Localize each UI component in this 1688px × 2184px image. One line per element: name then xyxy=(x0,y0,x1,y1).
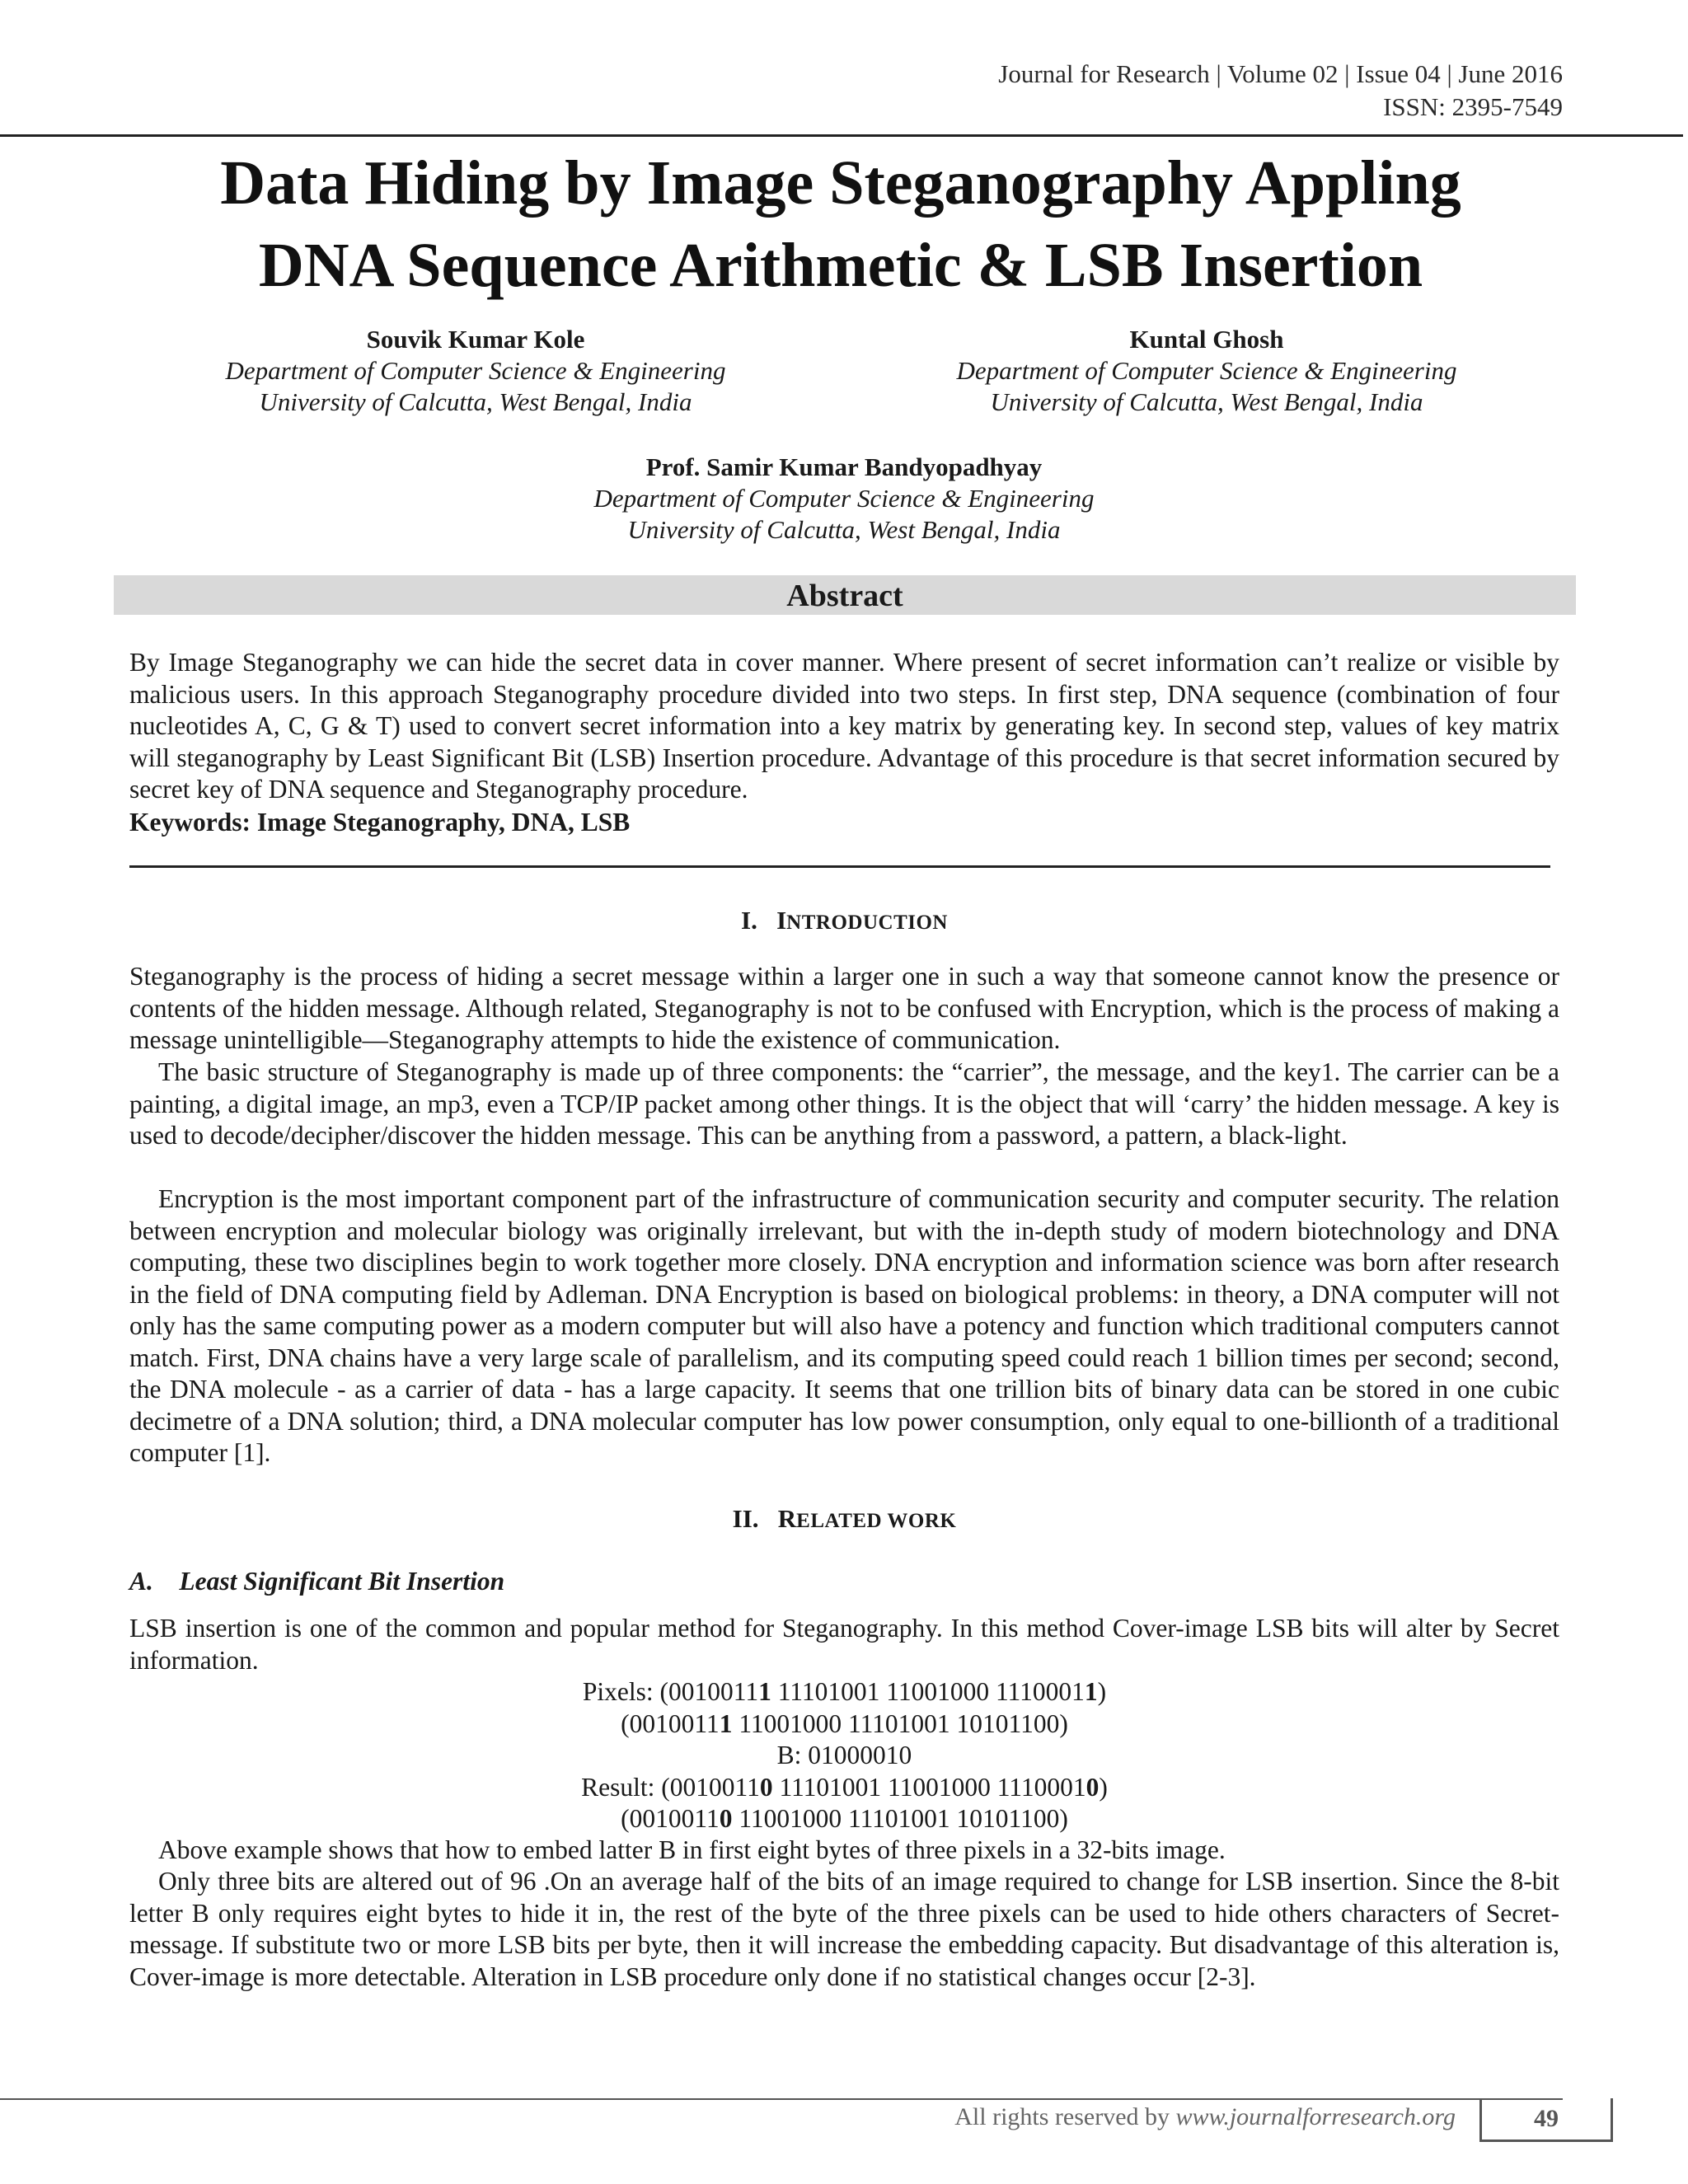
section-title-first: I xyxy=(776,906,787,935)
lsb-example xyxy=(129,1676,1559,1835)
result-line-2: (00100110 11001000 11101001 10101100) xyxy=(621,1804,1068,1833)
author-block-3 xyxy=(531,452,1157,546)
header-rule xyxy=(0,134,1683,137)
section-heading-introduction xyxy=(129,905,1559,939)
author-department: Department of Computer Science & Engineering xyxy=(593,484,1095,513)
section-title-first: R xyxy=(777,1504,797,1533)
author-department: Department of Computer Science & Engineering xyxy=(225,356,726,385)
author-name: Souvik Kumar Kole xyxy=(366,325,585,354)
related-paragraph-1: LSB insertion is one of the common and popular method for Steganography. In this method Cover-image LSB bits will alter by Secret information. xyxy=(129,1614,1559,1675)
section-number: I. xyxy=(741,906,757,935)
author-department: Department of Computer Science & Engineering xyxy=(956,356,1457,385)
related-paragraph-2: Above example shows that how to embed latter B in first eight bytes of three pixels in a 32-bits image. xyxy=(158,1835,1226,1864)
abstract-separator xyxy=(129,865,1550,868)
result-line-1: Result: (00100110 11101001 11001000 11100010) xyxy=(581,1772,1108,1802)
running-header xyxy=(998,58,1563,124)
title-line-1: Data Hiding by Image Steganography Appling xyxy=(220,148,1461,218)
footer-rights: All rights reserved by www.journalforresearch.org xyxy=(954,2103,1456,2130)
paper-title xyxy=(99,142,1582,307)
section-number: II. xyxy=(732,1504,759,1533)
abstract-text: By Image Steganography we can hide the secret data in cover manner. Where present of secret information can’t realize or visible by malicious users. In this approach Steganography procedure divided into two steps. In first step, DNA sequence (combination of four nucleotides A, C, G & T) used to convert secret information into a key matrix by generating key. In second step, values of key matrix will steganography by Least Significant Bit (LSB) Insertion procedure. Advantage of this procedure is that secret information secured by secret key of DNA sequence and Steganography procedure. xyxy=(129,648,1559,804)
author-block-2 xyxy=(893,324,1520,418)
keywords: Keywords: Image Steganography, DNA, LSB xyxy=(129,808,631,837)
author-university: University of Calcutta, West Bengal, India xyxy=(990,387,1423,416)
section-heading-related-work xyxy=(129,1503,1559,1537)
title-line-2: DNA Sequence Arithmetic & LSB Insertion xyxy=(258,231,1423,300)
journal-website-link[interactable]: www.journalforresearch.org xyxy=(1175,2103,1456,2130)
author-block-1 xyxy=(162,324,789,418)
subsection-heading-lsb: A. Least Significant Bit Insertion xyxy=(129,1567,505,1596)
author-name: Prof. Samir Kumar Bandyopadhyay xyxy=(645,452,1043,481)
section-title-rest: ELATED WORK xyxy=(796,1510,957,1532)
b-value-line: B: 01000010 xyxy=(776,1741,912,1769)
related-paragraph-3: Only three bits are altered out of 96 .On an average half of the bits of an image required to change for LSB insertion. Since the 8-bit letter B only requires eight bytes to hide it in, the rest of the byte of the three pixels can be used to hide others characters of Secret-message. If substitute two or more LSB bits per byte, then it will increase the embedding capacity. But disadvantage of this alteration is, Cover-image is more detectable. Alteration in LSB procedure only done if no statistical changes occur [2-3]. xyxy=(129,1867,1559,1991)
pixels-line-2: (00100111 11001000 11101001 10101100) xyxy=(621,1708,1068,1738)
section-title-rest: NTRODUCTION xyxy=(786,912,948,934)
intro-paragraph-1: Steganography is the process of hiding a secret message within a larger one in such a way that someone cannot know the presence or contents of the hidden message. Although related, Steganography is not to be confused with Encryption, which is the process of making a message unintelligible—Steganography attempts to hide the existence of communication. xyxy=(129,962,1559,1054)
issn: ISSN: 2395-7549 xyxy=(1383,92,1563,121)
intro-paragraph-3: Encryption is the most important component part of the infrastructure of communication security and computer security. The relation between encryption and molecular biology was originally irrelevant, but with the in-depth study of modern biotechnology and DNA computing, these two disciplines begin to work together more closely. DNA encryption and information science was born after research in the field of DNA computing field by Adleman. DNA Encryption is based on biological problems: in theory, a DNA computer will not only has the same computing power as a modern computer but will also have a potency and function which traditional computers cannot match. First, DNA chains have a very large scale of parallelism, and its computing speed could reach 1 billion times per second; second, the DNA molecule - as a carrier of data - has a large capacity. It seems that one trillion bits of binary data can be stored in one cubic decimetre of a DNA solution; third, a DNA molecular computer has low power consumption, only equal to one-billionth of a traditional computer [1]. xyxy=(129,1184,1559,1467)
pixels-line-1: Pixels: (00100111 11101001 11001000 11100011) xyxy=(582,1677,1107,1706)
intro-paragraph-2: The basic structure of Steganography is made up of three components: the “carrier”, the message, and the key1. The carrier can be a painting, a digital image, an mp3, even a TCP/IP packet among other things. It is the object that will ‘carry’ the hidden message. A key is used to decode/decipher/discover the hidden message. This can be anything from a password, a pattern, a black-light. xyxy=(129,1057,1559,1150)
author-university: University of Calcutta, West Bengal, India xyxy=(627,515,1061,544)
author-university: University of Calcutta, West Bengal, India xyxy=(259,387,692,416)
author-name: Kuntal Ghosh xyxy=(1129,325,1284,354)
abstract-heading: Abstract xyxy=(786,579,903,613)
journal-info: Journal for Research | Volume 02 | Issue 04 | June 2016 xyxy=(998,59,1563,88)
page-number: 49 xyxy=(1534,2105,1559,2132)
